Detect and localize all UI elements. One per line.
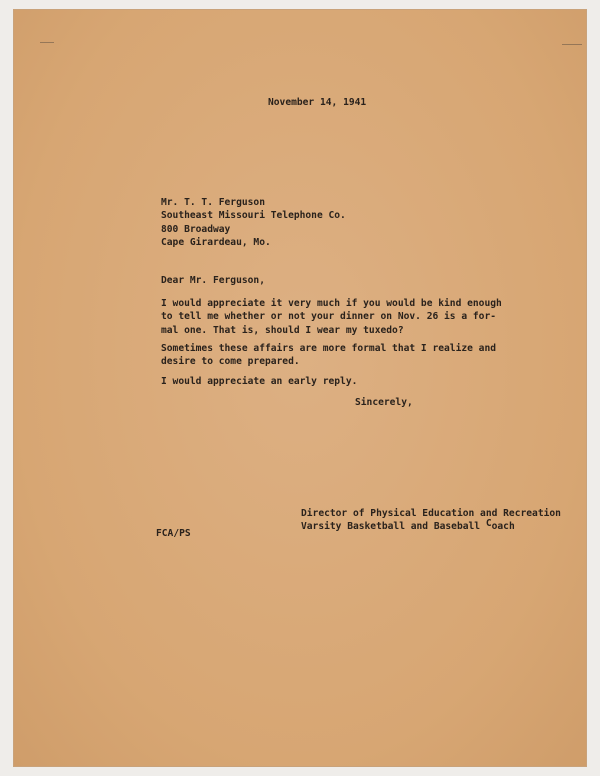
signature-title-line-1: Director of Physical Education and Recreation (301, 508, 561, 519)
salutation: Dear Mr. Ferguson, (161, 275, 265, 286)
recipient-name: Mr. T. T. Ferguson (161, 197, 265, 208)
signature-title-end: oach (491, 521, 515, 533)
paragraph-1-line: mal one. That is, should I wear my tuxedo? (161, 324, 404, 336)
letter-date: November 14, 1941 (268, 97, 367, 108)
paragraph-1-line: to tell me whether or not your dinner on Nov. 26 is a for- (161, 311, 497, 323)
recipient-street: 800 Broadway (161, 223, 231, 235)
paragraph-1 (161, 297, 502, 337)
closing: Sincerely, (355, 397, 413, 408)
top-right-edge-mark (562, 44, 582, 45)
signature-title-main: Varsity Basketball and Baseball (301, 521, 486, 533)
paragraph-2-line: Sometimes these affairs are more formal that I realize and (161, 343, 497, 354)
recipient-company: Southeast Missouri Telephone Co. (161, 210, 346, 222)
paragraph-2 (161, 342, 496, 369)
paragraph-3: I would appreciate an early reply. (161, 376, 358, 387)
paragraph-2-line: desire to come prepared. (161, 356, 300, 368)
recipient-city: Cape Girardeau, Mo. (161, 237, 271, 249)
reference-initials: FCA/PS (156, 528, 191, 539)
paragraph-1-line: I would appreciate it very much if you would be kind enough (161, 298, 502, 309)
letter-page (14, 10, 586, 766)
signature-title-line-2 (301, 520, 561, 533)
signature-block (301, 507, 561, 534)
recipient-address (161, 196, 346, 250)
signature-title-superscript: C (485, 518, 492, 530)
top-left-edge-mark (40, 42, 54, 43)
